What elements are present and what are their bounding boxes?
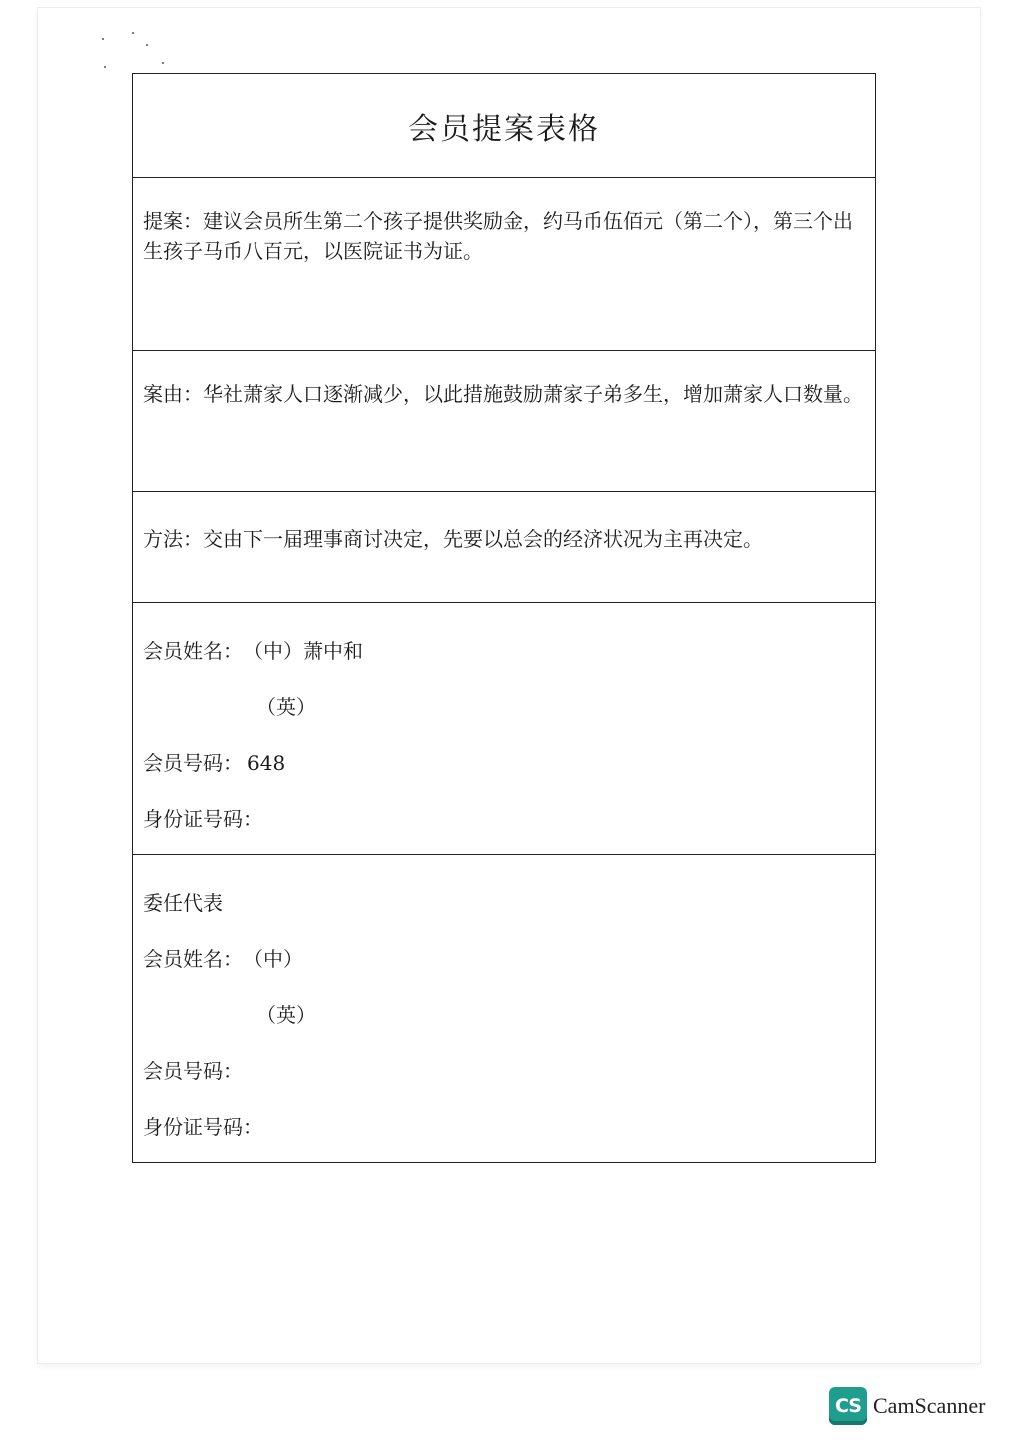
member-id-label: 身份证号码： bbox=[143, 807, 263, 831]
member-name-cn: （中）萧中和 bbox=[243, 639, 363, 663]
method-text: 方法：交由下一届理事商讨决定，先要以总会的经济状况为主再决定。 bbox=[143, 527, 763, 551]
delegate-name-cn: （中） bbox=[243, 947, 303, 971]
member-name-line bbox=[143, 635, 363, 664]
member-id-line bbox=[143, 803, 263, 832]
delegate-heading-line bbox=[143, 887, 223, 916]
proposal-text: 提案：建议会员所生第二个孩子提供奖励金，约马币伍佰元（第二个），第三个出生孩子马币八百元，以医院证书为证。 bbox=[143, 209, 853, 263]
member-name-en: （英） bbox=[256, 695, 316, 719]
delegate-name-en: （英） bbox=[256, 1003, 316, 1027]
member-number-label: 会员号码： bbox=[143, 751, 243, 775]
delegate-info-row bbox=[133, 855, 875, 1164]
member-info-row bbox=[133, 603, 875, 855]
delegate-heading: 委任代表 bbox=[143, 891, 223, 915]
scan-speck bbox=[104, 66, 106, 68]
member-number-line bbox=[143, 747, 285, 776]
delegate-name-en-line bbox=[143, 999, 316, 1028]
delegate-id-label: 身份证号码： bbox=[143, 1115, 263, 1139]
reason-text: 案由：华社萧家人口逐渐减少，以此措施鼓励萧家子弟多生，增加萧家人口数量。 bbox=[143, 382, 863, 406]
camscanner-text: CamScanner bbox=[873, 1393, 986, 1418]
method-row bbox=[133, 492, 875, 603]
delegate-number-label: 会员号码： bbox=[143, 1059, 243, 1083]
scan-speck bbox=[132, 32, 134, 34]
camscanner-logo-icon: CS bbox=[829, 1387, 867, 1425]
delegate-name-line bbox=[143, 943, 303, 972]
proposal-form-table bbox=[132, 73, 876, 1163]
scan-speck bbox=[146, 44, 148, 46]
form-title-row bbox=[133, 74, 875, 178]
member-name-en-line bbox=[143, 691, 316, 720]
camscanner-watermark bbox=[829, 1386, 985, 1426]
member-number-value: 648 bbox=[247, 751, 286, 775]
delegate-id-line bbox=[143, 1111, 263, 1140]
delegate-number-line bbox=[143, 1055, 243, 1084]
member-name-label: 会员姓名： bbox=[143, 639, 243, 663]
delegate-name-label: 会员姓名： bbox=[143, 947, 243, 971]
form-title: 会员提案表格 bbox=[408, 111, 600, 147]
reason-row bbox=[133, 351, 875, 492]
scan-speck bbox=[162, 62, 164, 64]
proposal-row bbox=[133, 178, 875, 351]
scan-speck bbox=[102, 38, 104, 40]
